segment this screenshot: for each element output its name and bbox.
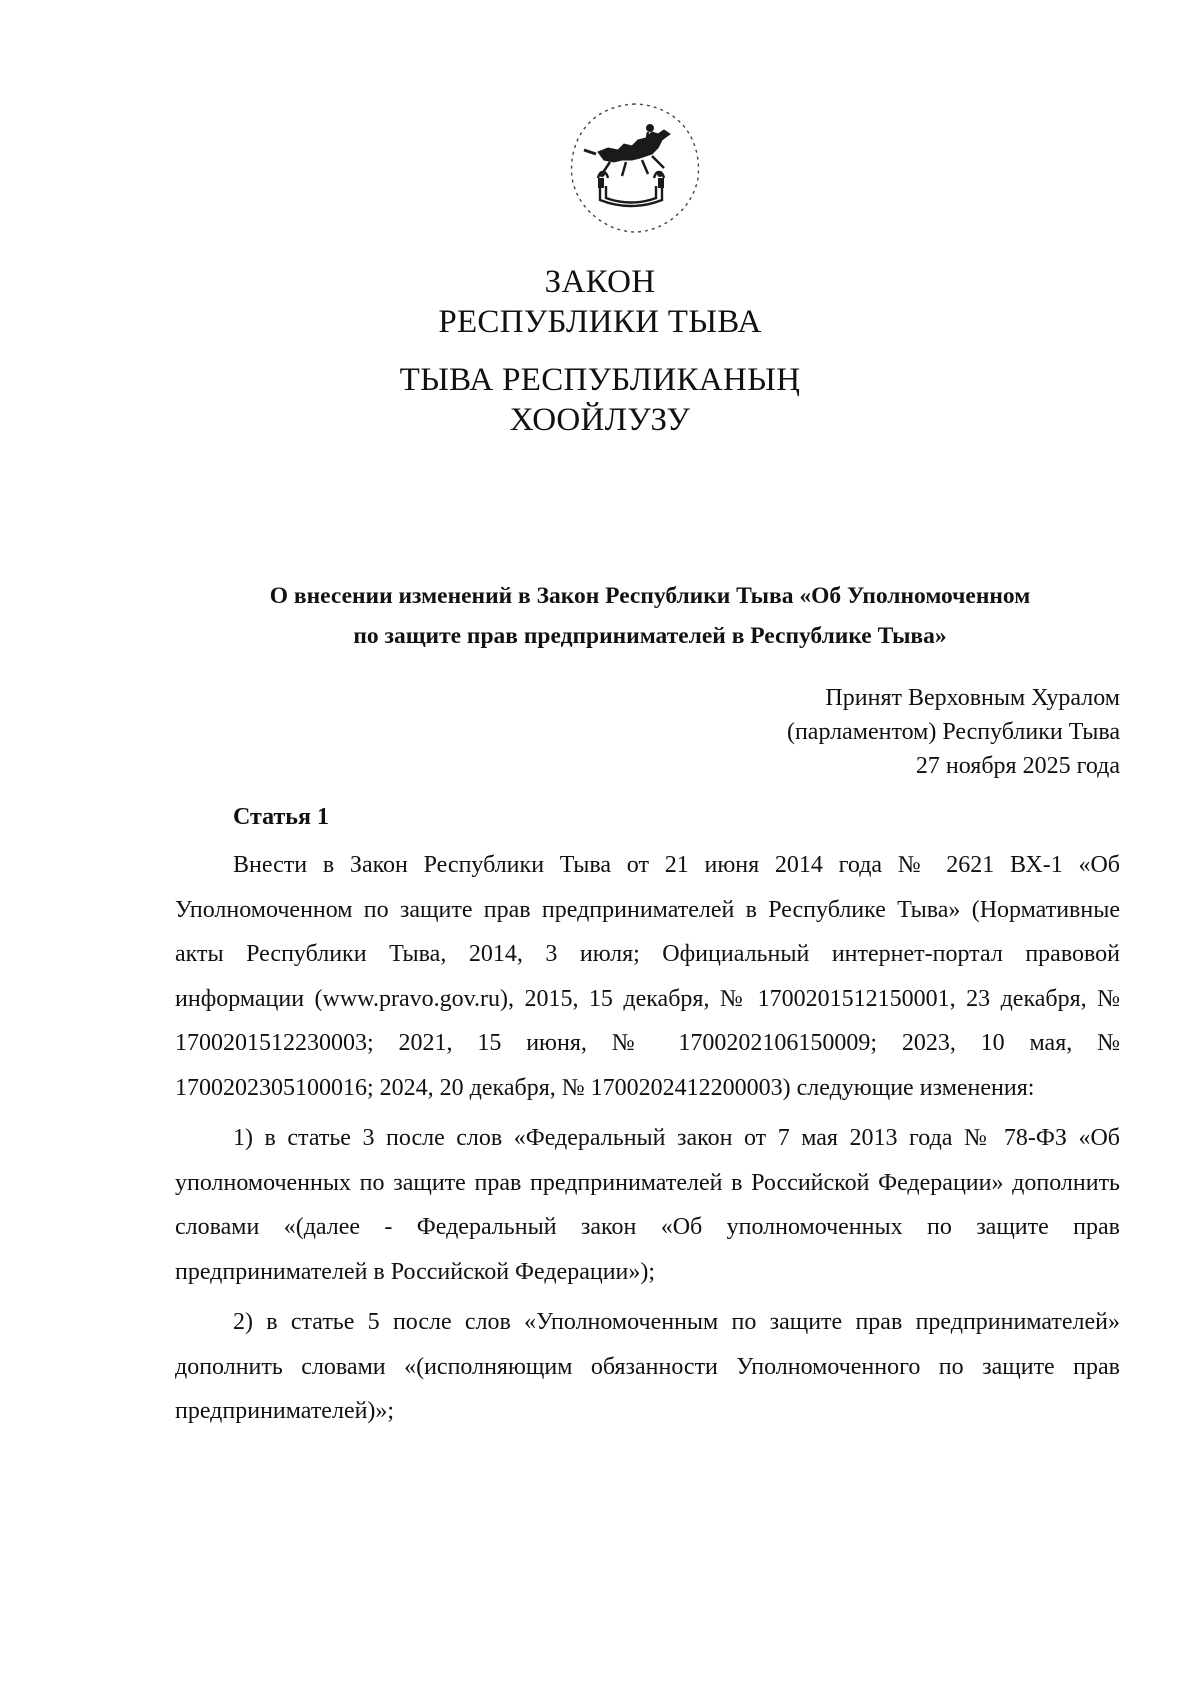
adoption-line: (парламентом) Республики Тыва [786, 719, 1120, 745]
coat-of-arms-icon [560, 100, 710, 235]
adoption-date: 27 ноября 2025 года [915, 753, 1120, 779]
law-subject-line: по защите прав предпринимателей в Республике Тыва» [353, 623, 947, 649]
law-subject-line: О внесении изменений в Закон Республики Тыва «Об Уполномоченном [269, 583, 1031, 609]
article-paragraph: Внести в Закон Республики Тыва от 21 июня 2014 года № 2621 ВХ-1 «Об Уполномоченном по защите прав предпринимателей в Республике Тыва» (Нормативные акты Республики Тыва, 2014, 3 июля; Официальный интернет-портал правовой информации (www.pravo.gov.ru), 2015, 15 декабря, № 1700201512150001, 23 декабря, № 1700201512230003; 2021, 15 июня, № 1700202106150009; 2023, 10 мая, № 1700202305100016; 2024, 20 декабря, № 1700202412200003) следующие изменения: [175, 852, 1120, 1101]
adoption-note [787, 681, 1120, 783]
law-title-line: ХООЙЛУЗУ [509, 402, 691, 438]
law-title-line: ЗАКОН [544, 264, 656, 300]
law-title-line: ТЫВА РЕСПУБЛИКАНЫҢ [399, 362, 801, 398]
article-paragraph: 1) в статье 3 после слов «Федеральный закон от 7 мая 2013 года № 78-ФЗ «Об уполномоченных по защите прав предпринимателей в Российской Федерации» дополнить словами «(далее - Федеральный закон «Об уполномоченных по защите прав предпринимателей в Российской Федерации»); [175, 1125, 1120, 1285]
law-title-line: РЕСПУБЛИКИ ТЫВА [438, 304, 762, 340]
law-title-russian [0, 262, 1200, 342]
article-body [175, 843, 1120, 1440]
adoption-line: Принят Верховным Хуралом [825, 685, 1120, 711]
article-paragraph: 2) в статье 5 после слов «Уполномоченным по защите прав предпринимателей» дополнить словами «(исполняющим обязанности Уполномоченного по защите прав предпринимателей)»; [175, 1309, 1120, 1424]
law-subject [175, 576, 1125, 656]
law-title-tuvan [0, 360, 1200, 440]
article-heading: Статья 1 [233, 804, 329, 830]
